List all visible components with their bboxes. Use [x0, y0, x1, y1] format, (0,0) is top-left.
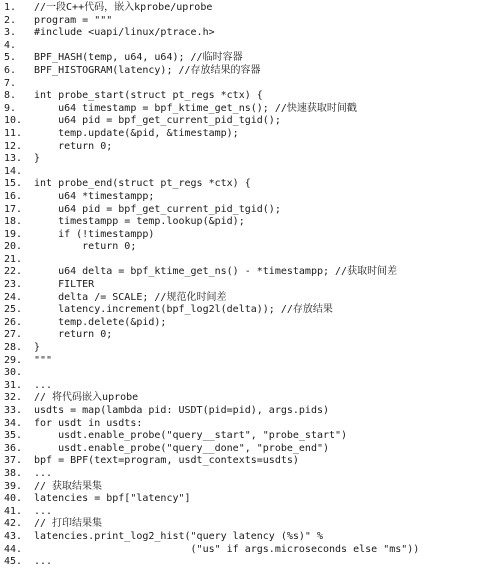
line-number: 26.	[4, 316, 23, 328]
code-line	[4, 405, 488, 418]
code-line	[4, 216, 488, 229]
line-code: ("us" if args.microseconds else "ms"))	[34, 543, 420, 555]
line-number: 24.	[4, 291, 23, 303]
code-line	[4, 266, 488, 279]
code-line	[4, 128, 488, 141]
code-line	[4, 430, 488, 443]
line-code: if (!timestampp)	[34, 228, 155, 240]
line-number: 18.	[4, 216, 23, 228]
line-number: 7.	[4, 77, 17, 89]
line-number: 23.	[4, 279, 23, 291]
code-line	[4, 27, 488, 40]
line-code: // 获取结果集	[34, 480, 103, 492]
line-number: 39.	[4, 480, 23, 492]
code-line	[4, 141, 488, 154]
code-listing	[4, 2, 488, 569]
code-line	[4, 166, 488, 179]
line-number: 42.	[4, 518, 23, 530]
line-code: ...	[34, 505, 53, 517]
code-line	[4, 90, 488, 103]
line-number: 36.	[4, 442, 23, 454]
code-line	[4, 241, 488, 254]
code-line	[4, 506, 488, 519]
code-line	[4, 204, 488, 217]
code-line	[4, 518, 488, 531]
line-number: 38.	[4, 467, 23, 479]
line-code: BPF_HISTOGRAM(latency); //存放结果的容器	[34, 64, 261, 76]
line-number: 15.	[4, 178, 23, 190]
code-line	[4, 52, 488, 65]
line-number: 32.	[4, 392, 23, 404]
line-code: program = """	[34, 14, 113, 26]
line-code: delta /= SCALE; //规范化时间差	[34, 291, 227, 303]
line-number: 21.	[4, 253, 23, 265]
line-number: 1.	[4, 2, 17, 13]
code-line	[4, 153, 488, 166]
code-line	[4, 15, 488, 28]
code-line	[4, 544, 488, 557]
code-line	[4, 103, 488, 116]
line-code: usdt.enable_probe("query__start", "probe_start")	[34, 430, 348, 442]
line-number: 12.	[4, 140, 23, 152]
line-number: 25.	[4, 304, 23, 316]
line-code	[34, 367, 488, 380]
code-line	[4, 40, 488, 53]
line-code: ...	[34, 467, 53, 479]
line-code: """	[34, 354, 53, 366]
line-number: 43.	[4, 530, 23, 542]
code-line	[4, 65, 488, 78]
line-code: bpf = BPF(text=program, usdt_contexts=usdts)	[34, 455, 299, 467]
line-number: 19.	[4, 228, 23, 240]
line-code: }	[34, 153, 41, 165]
line-number: 44.	[4, 543, 23, 555]
line-code: }	[34, 342, 41, 354]
line-number: 9.	[4, 102, 17, 114]
code-line	[4, 317, 488, 330]
code-line	[4, 292, 488, 305]
line-code: ...	[34, 556, 53, 568]
code-line	[4, 531, 488, 544]
line-code: u64 pid = bpf_get_current_pid_tgid();	[34, 115, 281, 127]
line-code: u64 delta = bpf_ktime_get_ns() - *timestampp; //获取时间差	[34, 266, 398, 278]
line-code: for usdt in usdts:	[34, 417, 143, 429]
line-number: 17.	[4, 203, 23, 215]
line-code: usdts = map(lambda pid: USDT(pid=pid), args.pids)	[34, 405, 330, 416]
line-code: return 0;	[34, 329, 113, 341]
line-code: FILTER	[34, 279, 95, 291]
line-code	[34, 40, 488, 53]
line-code: u64 pid = bpf_get_current_pid_tgid();	[34, 203, 281, 215]
line-code: return 0;	[34, 241, 137, 253]
line-number: 13.	[4, 153, 23, 165]
line-number: 33.	[4, 405, 23, 416]
line-number: 37.	[4, 455, 23, 467]
line-number: 41.	[4, 505, 23, 517]
line-code: // 将代码嵌入uprobe	[34, 392, 139, 404]
line-code: BPF_HASH(temp, u64, u64); //临时容器	[34, 52, 243, 64]
code-line	[4, 78, 488, 91]
line-number: 40.	[4, 493, 23, 505]
line-code: u64 timestamp = bpf_ktime_get_ns(); //快速获取时间戳	[34, 102, 357, 114]
line-code: #include <uapi/linux/ptrace.h>	[34, 27, 215, 39]
line-code	[34, 78, 488, 91]
line-number: 14.	[4, 165, 23, 177]
code-line	[4, 380, 488, 393]
code-line	[4, 493, 488, 506]
code-line	[4, 455, 488, 468]
line-number: 27.	[4, 329, 23, 341]
code-line	[4, 468, 488, 481]
line-code: latency.increment(bpf_log2l(delta)); //存放结果	[34, 304, 333, 316]
line-number: 16.	[4, 190, 23, 202]
line-number: 22.	[4, 266, 23, 278]
line-number: 10.	[4, 115, 23, 127]
code-line	[4, 191, 488, 204]
code-line	[4, 229, 488, 242]
code-line	[4, 392, 488, 405]
line-code: timestampp = temp.lookup(&pid);	[34, 216, 245, 228]
code-line	[4, 115, 488, 128]
line-code: latencies = bpf["latency"]	[34, 493, 191, 505]
line-code: latencies.print_log2_hist("query latency (%s)" %	[34, 530, 323, 542]
code-line	[4, 254, 488, 267]
code-line	[4, 418, 488, 431]
line-code	[34, 166, 488, 179]
line-code: int probe_start(struct pt_regs *ctx) {	[34, 90, 263, 102]
line-code: //一段C++代码，嵌入kprobe/uprobe	[34, 2, 213, 13]
code-line	[4, 2, 488, 15]
line-code: return 0;	[34, 140, 113, 152]
line-number: 3.	[4, 27, 17, 39]
line-number: 31.	[4, 379, 23, 391]
code-line	[4, 367, 488, 380]
line-code: int probe_end(struct pt_regs *ctx) {	[34, 178, 251, 190]
line-number: 34.	[4, 417, 23, 429]
code-line	[4, 481, 488, 494]
code-line	[4, 443, 488, 456]
line-code: temp.delete(&pid);	[34, 316, 167, 328]
line-number: 20.	[4, 241, 23, 253]
line-number: 4.	[4, 39, 17, 51]
line-code: u64 *timestampp;	[34, 190, 155, 202]
code-line	[4, 355, 488, 368]
line-code	[34, 254, 488, 267]
code-line	[4, 178, 488, 191]
code-line	[4, 304, 488, 317]
line-number: 8.	[4, 90, 17, 102]
line-number: 5.	[4, 52, 17, 64]
code-line	[4, 279, 488, 292]
code-line	[4, 342, 488, 355]
code-line	[4, 329, 488, 342]
line-number: 28.	[4, 342, 23, 354]
line-number: 45.	[4, 556, 23, 568]
line-number: 30.	[4, 367, 23, 379]
line-code: // 打印结果集	[34, 518, 103, 530]
line-number: 2.	[4, 14, 17, 26]
line-code: usdt.enable_probe("query__done", "probe_end")	[34, 442, 330, 454]
line-number: 11.	[4, 127, 23, 139]
line-code: ...	[34, 379, 53, 391]
line-code: temp.update(&pid, &timestamp);	[34, 127, 239, 139]
line-number: 6.	[4, 64, 17, 76]
line-number: 29.	[4, 354, 23, 366]
line-number: 35.	[4, 430, 23, 442]
